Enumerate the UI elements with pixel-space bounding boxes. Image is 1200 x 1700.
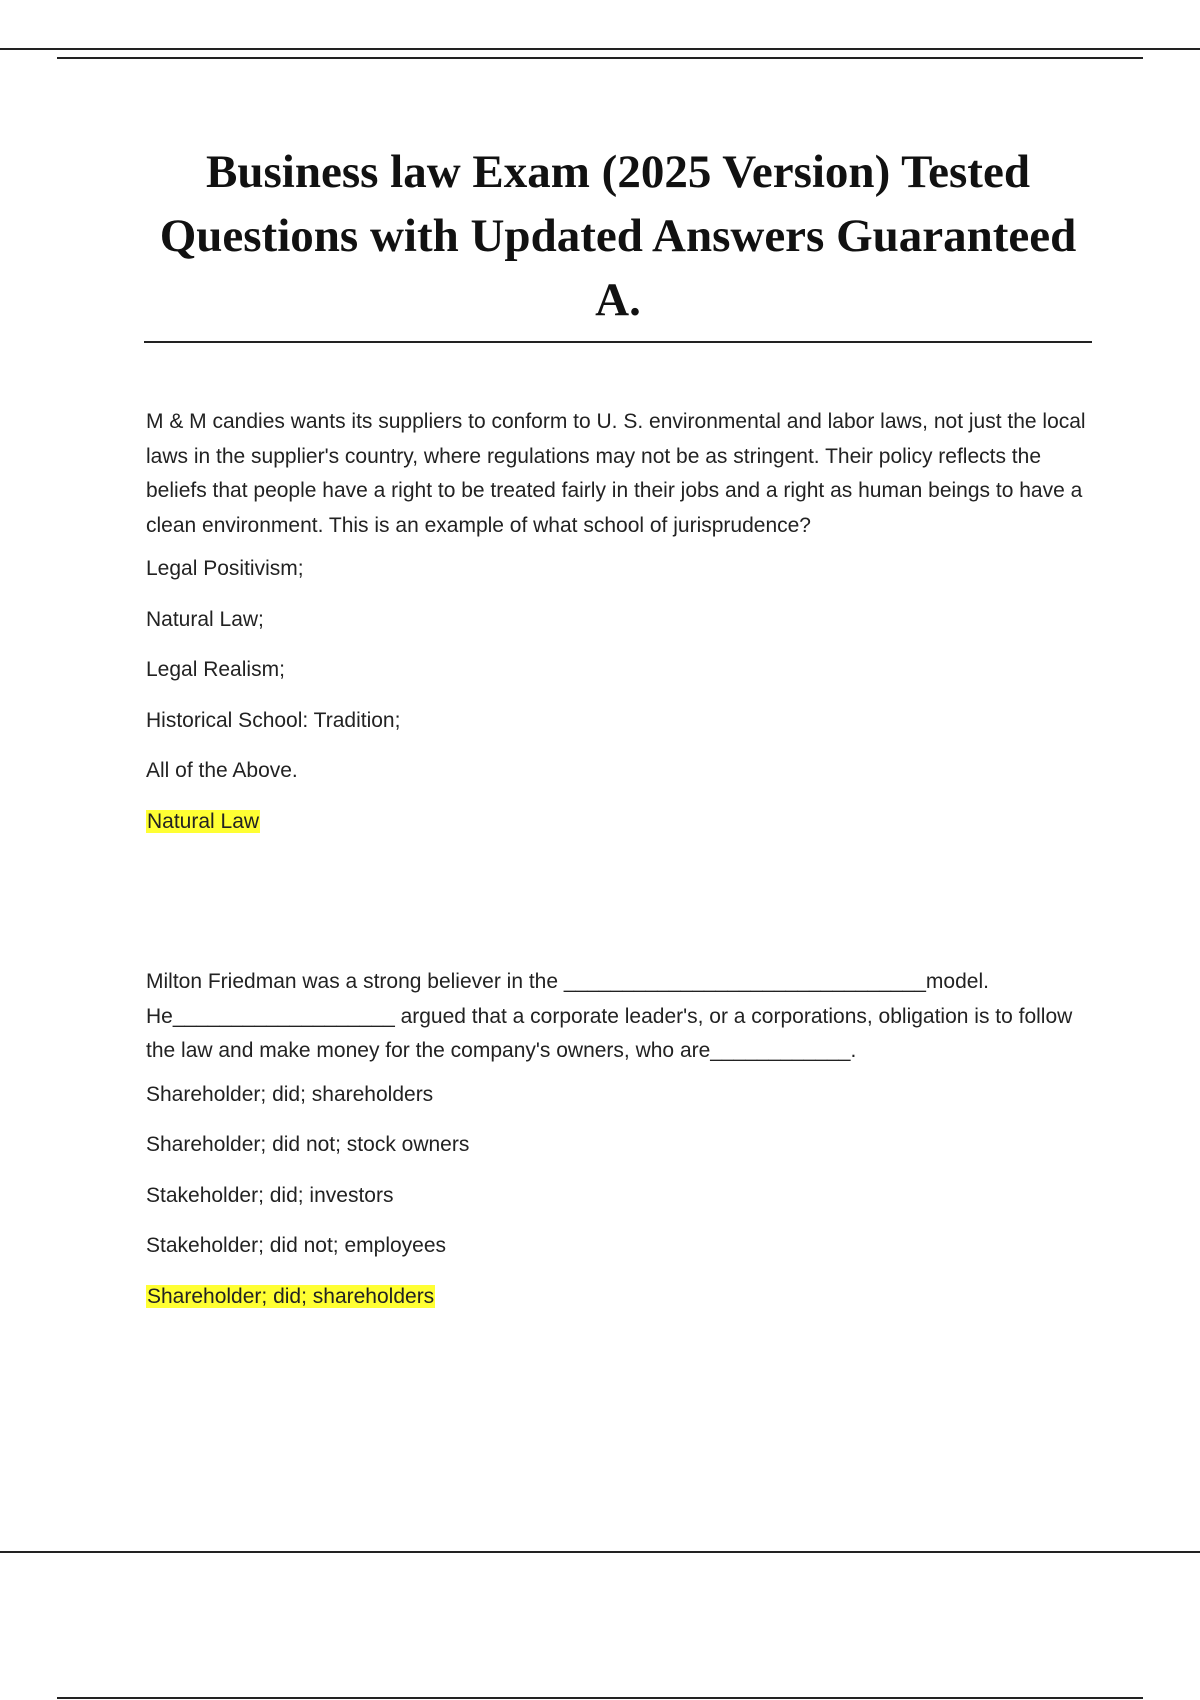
option-item: Shareholder; did not; stock owners [146,1133,470,1156]
question-block-1 [146,405,1096,834]
option-item: All of the Above. [146,759,298,782]
option-item: Shareholder; did; shareholders [146,1082,434,1106]
top-header-rule [57,57,1143,59]
answer-options [146,1082,1096,1259]
question-block-2 [146,965,1096,1309]
bottom-page-border [0,1551,1200,1553]
highlighted-answer: Natural Law [147,809,260,833]
option-item: Stakeholder; did not; employees [146,1234,447,1257]
option-item: Stakeholder; did; investors [146,1183,394,1207]
document-title: Business law Exam (2025 Version) Tested Questions with Updated Answers Guaranteed A. [159,146,1077,326]
answer-options [146,556,1096,783]
title-underline [144,341,1092,343]
option-item: Natural Law; [146,607,264,631]
question-prompt: M & M candies wants its suppliers to conform to U. S. environmental and labor laws, not just the local laws in the supplier's country, where regulations may not be as stringent. Their policy reflects the beliefs that people have a right to be treated fairly in their jobs and a right as human beings to have a clean environment. This is an example of what school of jurisprudence? [146,410,1086,537]
top-page-border [0,48,1200,50]
option-item: Legal Realism; [146,658,285,681]
highlighted-answer: Shareholder; did; shareholders [147,1284,435,1308]
option-item: Historical School: Tradition; [146,708,401,732]
correct-answer-line [146,809,1096,834]
bottom-footer-rule [57,1697,1143,1699]
correct-answer-line [146,1284,1096,1309]
question-prompt: Milton Friedman was a strong believer in the _______________________________model. He___________________ argued that a corporate leader's, or a corporations, obligation is to follow the law and make money for the company's owners, who are____________. [146,970,1073,1062]
option-item: Legal Positivism; [146,557,304,580]
